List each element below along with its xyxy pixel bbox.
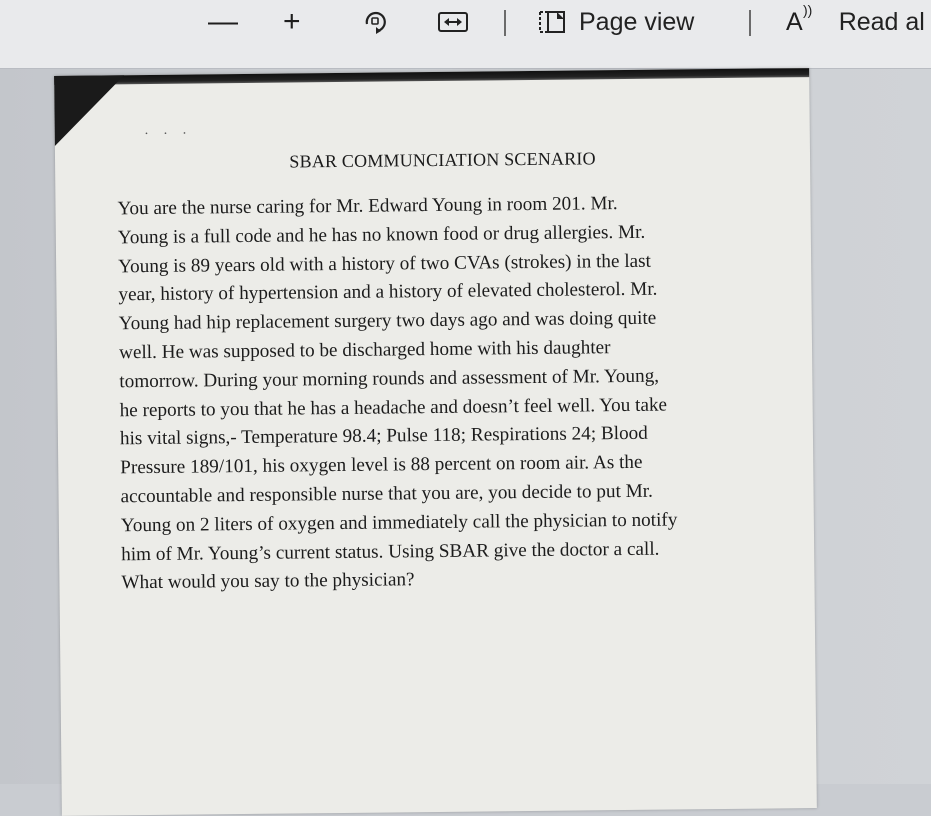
minus-icon: — (208, 5, 238, 38)
page-view-button[interactable] (537, 0, 694, 44)
text-line: well. He was supposed to be discharged home with his daughter (118, 337, 611, 364)
text-line: Young is a full code and he has no known food or drug allergies. Mr. (117, 221, 646, 249)
document-title: SBAR COMMUNCIATION SCENARIO (289, 148, 596, 172)
scan-artifact: . . . (144, 122, 193, 139)
text-line: Young had hip replacement surgery two days ago and was doing quite (118, 307, 657, 335)
text-line: him of Mr. Young’s current status. Using SBAR give the doctor a call. (121, 538, 660, 565)
read-aloud-label: Read al (838, 7, 925, 36)
toolbar-divider (504, 10, 506, 36)
text-line: tomorrow. During your morning rounds and assessment of Mr. Young, (119, 365, 660, 393)
text-line: What would you say to the physician? (121, 569, 415, 594)
text-line: year, history of hypertension and a history of elevated cholesterol. Mr. (118, 279, 658, 306)
scan-corner (54, 75, 125, 146)
zoom-in-button[interactable] (283, 0, 301, 44)
page-view-label: Page view (579, 7, 695, 36)
read-aloud-icon: A )) (786, 1, 813, 36)
zoom-out-button[interactable] (208, 0, 238, 44)
page-view-icon (537, 8, 567, 36)
fit-width-icon (437, 9, 469, 35)
read-aloud-button[interactable] (786, 0, 925, 44)
document-page (54, 68, 817, 816)
text-line: Young on 2 liters of oxygen and immediately call the physician to notify (120, 509, 678, 537)
text-line: Young is 89 years old with a history of two CVAs (strokes) in the last (118, 250, 652, 277)
fit-width-button[interactable] (437, 0, 469, 44)
document-body (117, 189, 741, 599)
rotate-icon (360, 7, 390, 37)
text-line: accountable and responsible nurse that you are, you decide to put Mr. (120, 480, 653, 508)
text-line: his vital signs,- Temperature 98.4; Pulse 118; Respirations 24; Blood (119, 423, 648, 450)
reader-toolbar (0, 0, 931, 69)
toolbar-divider (749, 10, 751, 36)
text-line: he reports to you that he has a headache and doesn’t feel well. You take (119, 394, 668, 421)
text-line: Pressure 189/101, his oxygen level is 88 percent on room air. As the (120, 452, 643, 479)
rotate-button[interactable] (360, 0, 390, 44)
text-line: You are the nurse caring for Mr. Edward Young in room 201. Mr. (117, 193, 618, 220)
plus-icon: + (283, 5, 301, 38)
